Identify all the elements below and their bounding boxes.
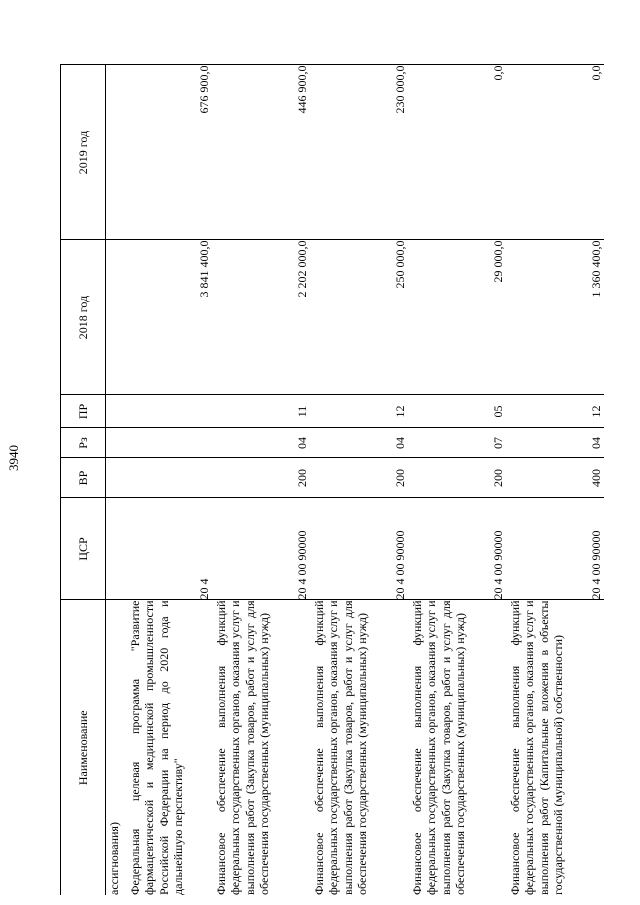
continuation-row [106,65,126,895]
row-name: Финансовое обеспечение выполнения функций федеральных государственных органов, оказания услуг и выполнения работ (Капитальные вложения в объекты государственной (муниципальной) собственности) [507,600,565,895]
row-2019: 230 000,0 [310,65,408,240]
row-2018: 1 360 400,0 [506,240,604,395]
row-2019: 0,0 [408,65,506,240]
row-pr: 12 [310,395,408,428]
row-pr: 12 [506,395,604,428]
row-2019: 676 900,0 [126,65,212,240]
continuation-text: ассигнования) [107,822,121,895]
row-rz: 07 [408,428,506,458]
header-csr: ЦСР [61,498,106,600]
budget-table [60,65,604,896]
row-pr: 05 [408,395,506,428]
row-rz [126,428,212,458]
table-row [212,65,310,895]
row-vr: 200 [310,458,408,498]
header-2018: 2018 год [61,240,106,395]
row-2018: 29 000,0 [408,240,506,395]
row-2019: 446 900,0 [212,65,310,240]
row-name: Финансовое обеспечение выполнения функций федеральных государственных органов, оказания услуг и выполнения работ (Закупка товаров, работ и услуг для обеспечения государственных (муниципальных) нужд) [213,600,271,895]
row-vr [126,458,212,498]
table-row [310,65,408,895]
row-name: Финансовое обеспечение выполнения функций федеральных государственных органов, оказания услуг и выполнения работ (Закупка товаров, работ и услуг для обеспечения государственных (муниципальных) нужд) [409,600,467,895]
row-vr: 200 [408,458,506,498]
row-csr: 20 4 00 90000 [310,498,408,600]
row-2018: 250 000,0 [310,240,408,395]
table-row [506,65,604,895]
row-csr: 20 4 00 90000 [212,498,310,600]
row-name: Финансовое обеспечение выполнения функций федеральных государственных органов, оказания услуг и выполнения работ (Закупка товаров, работ и услуг для обеспечения государственных (муниципальных) нужд) [311,600,369,895]
row-vr: 400 [506,458,604,498]
header-pr: ПР [61,395,106,428]
header-vr: ВР [61,458,106,498]
row-csr: 20 4 [126,498,212,600]
row-name: Федеральная целевая программа "Развитие фармацевтической и медицинской промышленности Российской Федерации на период до 2020 года и дальнейшую перспективу" [127,600,185,895]
row-2018: 2 202 000,0 [212,240,310,395]
table-header-row [61,65,106,895]
row-csr: 20 4 00 90000 [408,498,506,600]
page-number: 3940 [6,445,21,471]
table-row [126,65,212,895]
row-2018: 3 841 400,0 [126,240,212,395]
row-csr: 20 4 00 90000 [506,498,604,600]
header-name: Наименование [61,600,106,895]
row-rz: 04 [212,428,310,458]
row-rz: 04 [506,428,604,458]
row-pr [126,395,212,428]
row-2019: 0,0 [506,65,604,240]
header-rz: Рз [61,428,106,458]
row-vr: 200 [212,458,310,498]
header-2019: 2019 год [61,65,106,240]
table-row [408,65,506,895]
row-rz: 04 [310,428,408,458]
row-pr: 11 [212,395,310,428]
